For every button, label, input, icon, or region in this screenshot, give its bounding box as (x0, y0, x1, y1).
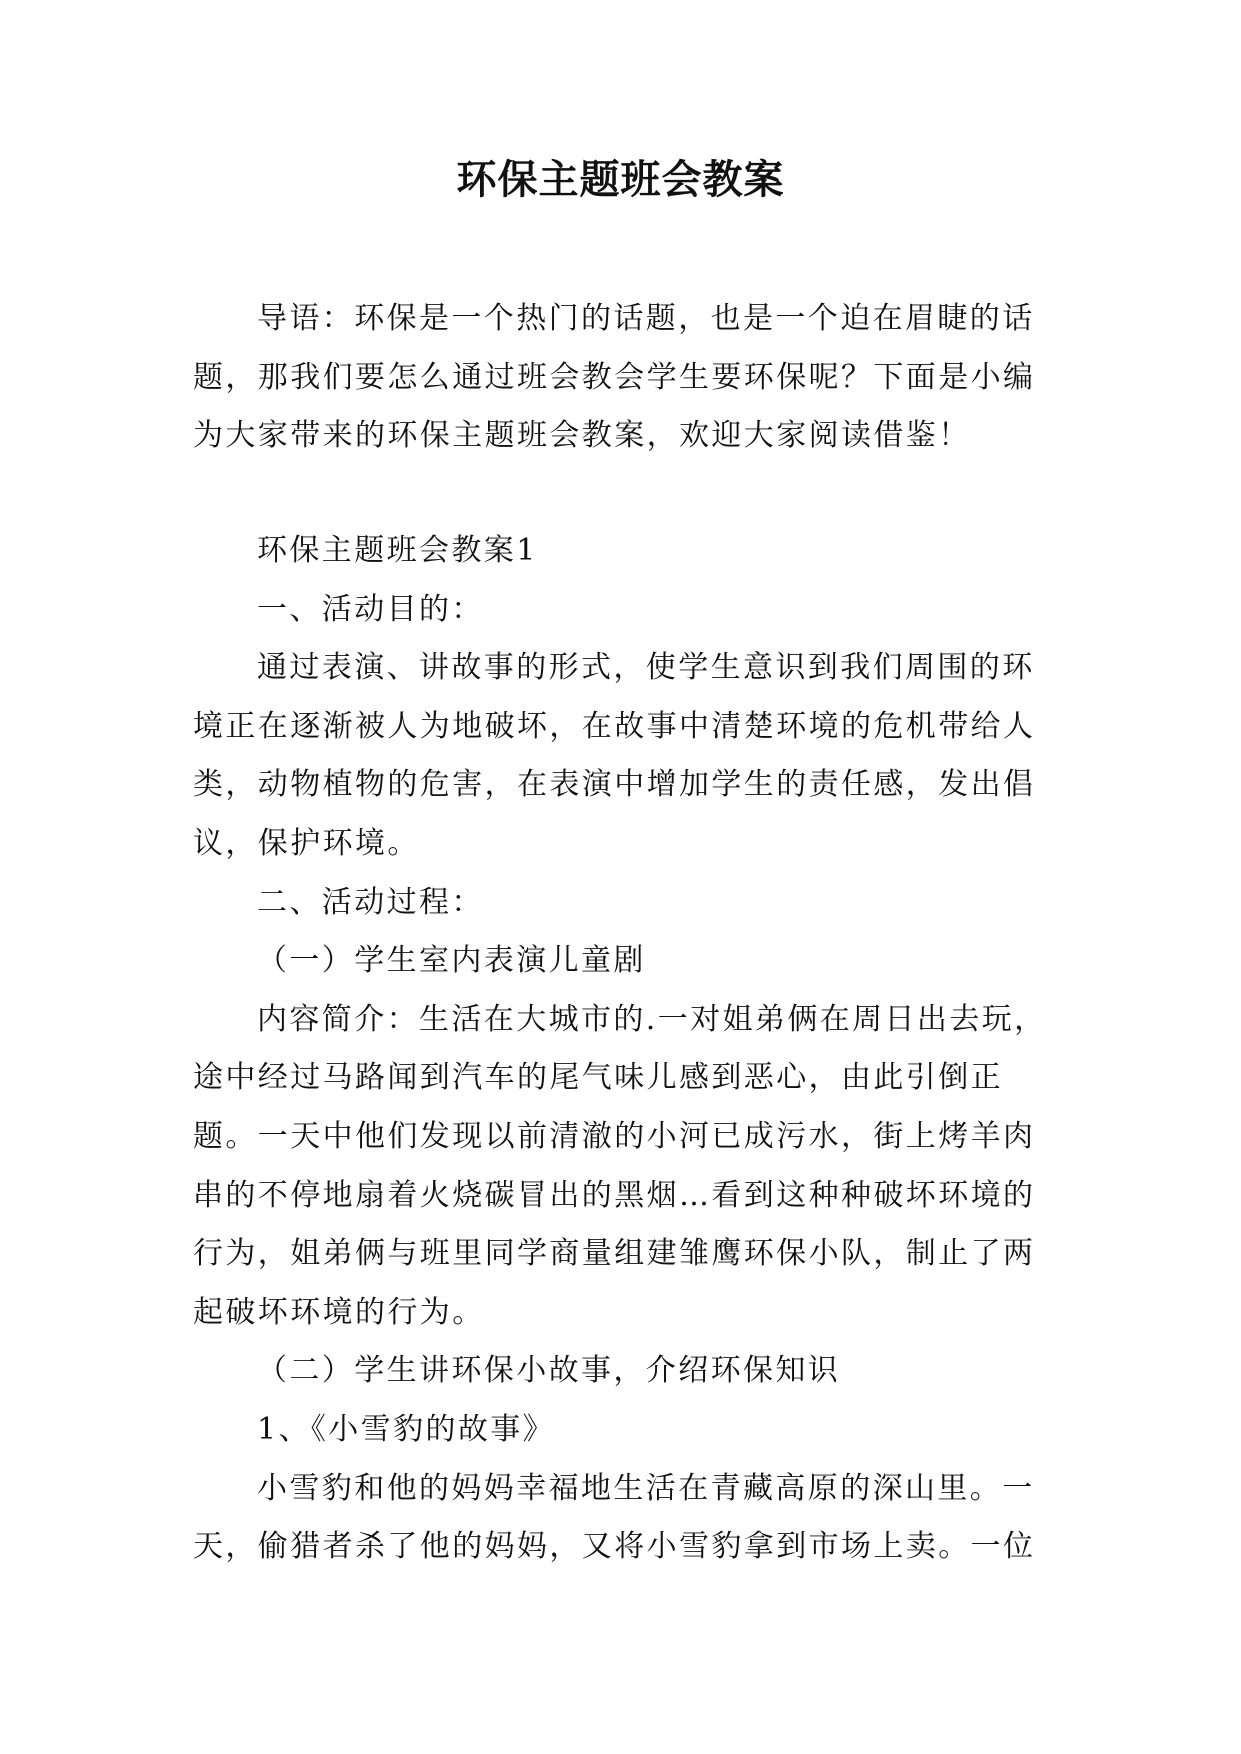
story-title-snow-leopard: 1、《小雪豹的故事》 (257, 1411, 556, 1447)
paragraph-activity-purpose: 通过表演、讲故事的形式，使学生意识到我们周围的环境正在逐渐被人为地破坏，在故事中清楚环境的危机带给人类，动物植物的危害，在表演中增加学生的责任感，发出倡议，保护环境。 (193, 650, 1036, 861)
heading-activity-process: 二、活动过程： (257, 884, 484, 920)
intro-paragraph: 导语：环保是一个热门的话题，也是一个迫在眉睫的话题，那我们要怎么通过班会教会学生要环保呢？下面是小编为大家带来的环保主题班会教案，欢迎大家阅读借鉴！ (193, 301, 1036, 454)
heading-activity-purpose: 一、活动目的： (257, 591, 484, 627)
subheading-environment-stories: （二）学生讲环保小故事，介绍环保知识 (257, 1353, 841, 1389)
intro-section (193, 290, 1055, 466)
document-title: 环保主题班会教案 (456, 157, 785, 203)
section-heading-plan-1: 环保主题班会教案1 (257, 533, 538, 568)
subheading-children-drama: （一）学生室内表演儿童剧 (257, 943, 646, 979)
paragraph-snow-leopard-story: 小雪豹和他的妈妈幸福地生活在青藏高原的深山里。一天，偷猎者杀了他的妈妈，又将小雪豹拿到市场上卖。一位 (193, 1470, 1036, 1565)
document-body (193, 522, 1055, 1577)
paragraph-drama-summary: 内容简介：生活在大城市的.一对姐弟俩在周日出去玩，途中经过马路闻到汽车的尾气味儿感到恶心，由此引倒正题。一天中他们发现以前清澈的小河已成污水，街上烤羊肉串的不停地扇着火烧碳冒出的黑烟…看到这种种破坏环境的行为，姐弟俩与班里同学商量组建雏鹰环保小队，制止了两起破坏环境的行为。 (193, 1001, 1047, 1330)
